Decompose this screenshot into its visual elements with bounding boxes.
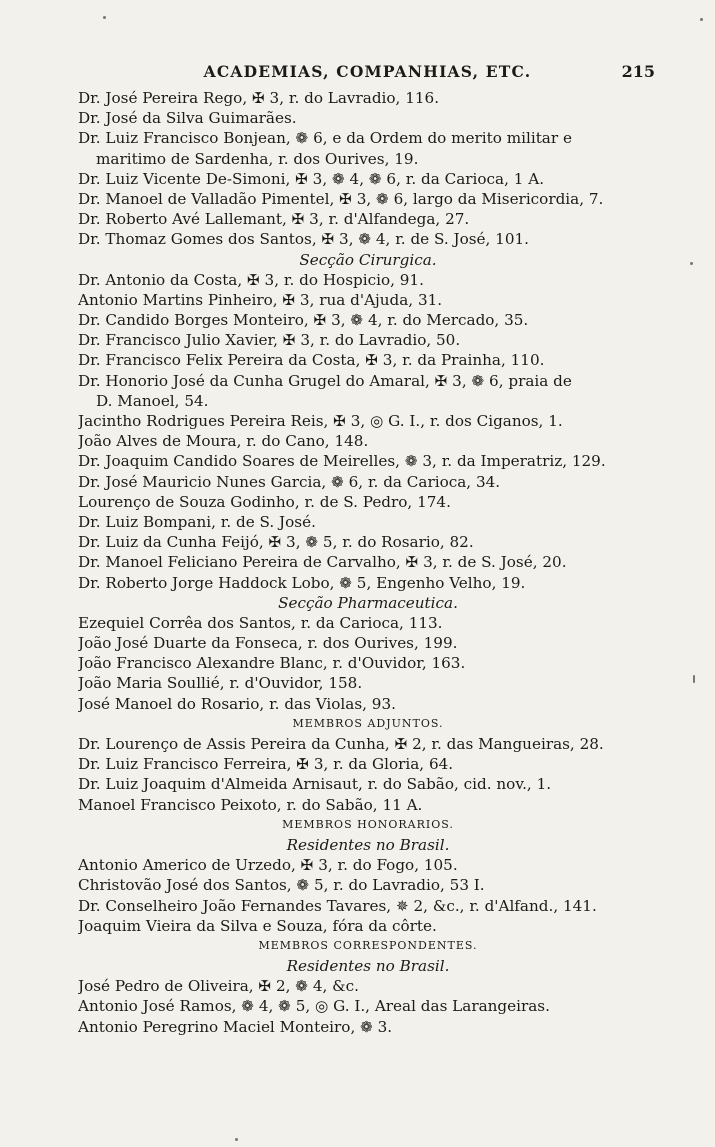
directory-entry: Manoel Francisco Peixoto, r. do Sabão, 11 A. — [78, 795, 423, 814]
directory-entry: Dr. Roberto Jorge Haddock Lobo, ❁ 5, Engenho Velho, 19. — [78, 573, 526, 592]
directory-entry: Dr. Luiz da Cunha Feijó, ✠ 3, ❁ 5, r. do Rosario, 82. — [78, 533, 474, 552]
directory-entry: Dr. Luiz Bompani, r. de S. José. — [78, 512, 316, 531]
directory-entry: João José Duarte da Fonseca, r. dos Ourives, 199. — [78, 634, 458, 653]
directory-entry: Antonio Americo de Urzedo, ✠ 3, r. do Fogo, 105. — [78, 856, 458, 875]
directory-entry: José Pedro de Oliveira, ✠ 2, ❁ 4, &c. — [78, 977, 360, 996]
print-speck — [690, 262, 693, 265]
page-number: 215 — [621, 62, 655, 81]
directory-entry: Dr. Lourenço de Assis Pereira da Cunha, ✠ 2, r. das Mangueiras, 28. — [78, 735, 604, 753]
directory-entry: João Maria Soullié, r. d'Ouvidor, 158. — [78, 674, 363, 693]
directory-entry: Dr. Luiz Vicente De-Simoni, ✠ 3, ❁ 4, ❁ 6, r. da Carioca, 1 A. — [78, 169, 545, 188]
page-body — [78, 88, 658, 1037]
directory-entry: Lourenço de Souza Godinho, r. de S. Pedro, 174. — [78, 492, 451, 511]
directory-entry: Dr. Francisco Felix Pereira da Costa, ✠ 3, r. da Prainha, 110. — [78, 351, 545, 370]
print-speck — [700, 18, 703, 21]
directory-entry: Antonio Martins Pinheiro, ✠ 3, rua d'Ajuda, 31. — [78, 290, 443, 309]
print-speck — [693, 675, 695, 683]
print-speck — [103, 16, 106, 19]
directory-entry: Jacintho Rodrigues Pereira Reis, ✠ 3, ◎ G. I., r. dos Ciganos, 1. — [78, 412, 563, 430]
page-header — [80, 62, 655, 84]
section-heading: Secção Cirurgica. — [299, 250, 437, 269]
section-heading: Secção Pharmaceutica. — [278, 593, 458, 612]
directory-entry: Dr. José da Silva Guimarães. — [78, 109, 297, 128]
directory-entry: Dr. Thomaz Gomes dos Santos, ✠ 3, ❁ 4, r. de S. José, 101. — [78, 230, 530, 249]
running-title: ACADEMIAS, COMPANHIAS, ETC. — [203, 62, 532, 81]
directory-entry: Ezequiel Corrêa dos Santos, r. da Carioca, 113. — [78, 613, 443, 632]
print-speck — [235, 1138, 238, 1141]
section-heading: Residentes no Brasil. — [286, 835, 450, 854]
category-heading: MEMBROS CORRESPONDENTES. — [258, 938, 478, 952]
directory-entry: Dr. Joaquim Candido Soares de Meirelles, ❁ 3, r. da Imperatriz, 129. — [78, 452, 606, 471]
directory-entry: Dr. Candido Borges Monteiro, ✠ 3, ❁ 4, r. do Mercado, 35. — [78, 311, 529, 330]
directory-entry: Dr. Honorio José da Cunha Grugel do Amaral, ✠ 3, ❁ 6, praia de — [78, 371, 572, 390]
directory-entry: Antonio Peregrino Maciel Monteiro, ❁ 3. — [78, 1017, 393, 1036]
directory-entry: José Manoel do Rosario, r. das Violas, 93. — [78, 694, 396, 713]
directory-entry: Dr. Luiz Joaquim d'Almeida Arnisaut, r. do Sabão, cid. nov., 1. — [78, 775, 552, 794]
category-heading: MEMBROS ADJUNTOS. — [292, 716, 444, 730]
directory-entry: Christovão José dos Santos, ❁ 5, r. do Lavradio, 53 I. — [78, 876, 485, 895]
directory-entry: Dr. Francisco Julio Xavier, ✠ 3, r. do Lavradio, 50. — [78, 331, 461, 350]
directory-entry: Antonio José Ramos, ❁ 4, ❁ 5, ◎ G. I., Areal das Larangeiras. — [78, 997, 550, 1016]
directory-entry: Dr. Manoel Feliciano Pereira de Carvalho, ✠ 3, r. de S. José, 20. — [78, 553, 567, 572]
directory-entry: Dr. Manoel de Valladão Pimentel, ✠ 3, ❁ 6, largo da Misericordia, 7. — [78, 189, 604, 208]
directory-entry: Dr. José Mauricio Nunes Garcia, ❁ 6, r. da Carioca, 34. — [78, 472, 501, 491]
directory-entry: Joaquim Vieira da Silva e Souza, fóra da côrte. — [78, 916, 437, 935]
directory-entry: João Alves de Moura, r. do Cano, 148. — [78, 432, 369, 451]
entry-continuation: D. Manoel, 54. — [96, 391, 209, 410]
directory-entry: Dr. Luiz Francisco Ferreira, ✠ 3, r. da Gloria, 64. — [78, 755, 454, 774]
directory-entry: João Francisco Alexandre Blanc, r. d'Ouvidor, 163. — [78, 654, 466, 673]
directory-entry: Dr. Luiz Francisco Bonjean, ❁ 6, e da Ordem do merito militar e — [78, 129, 572, 148]
directory-entry: Dr. Conselheiro João Fernandes Tavares, ✵ 2, &c., r. d'Alfand., 141. — [78, 896, 597, 915]
section-heading: Residentes no Brasil. — [286, 957, 450, 976]
entry-continuation: maritimo de Sardenha, r. dos Ourives, 19. — [96, 149, 419, 168]
directory-entry: Dr. Roberto Avé Lallemant, ✠ 3, r. d'Alfandega, 27. — [78, 210, 470, 229]
directory-entry: Dr. José Pereira Rego, ✠ 3, r. do Lavradio, 116. — [78, 89, 440, 107]
category-heading: MEMBROS HONORARIOS. — [282, 817, 454, 831]
directory-entry: Dr. Antonio da Costa, ✠ 3, r. do Hospicio, 91. — [78, 270, 424, 289]
